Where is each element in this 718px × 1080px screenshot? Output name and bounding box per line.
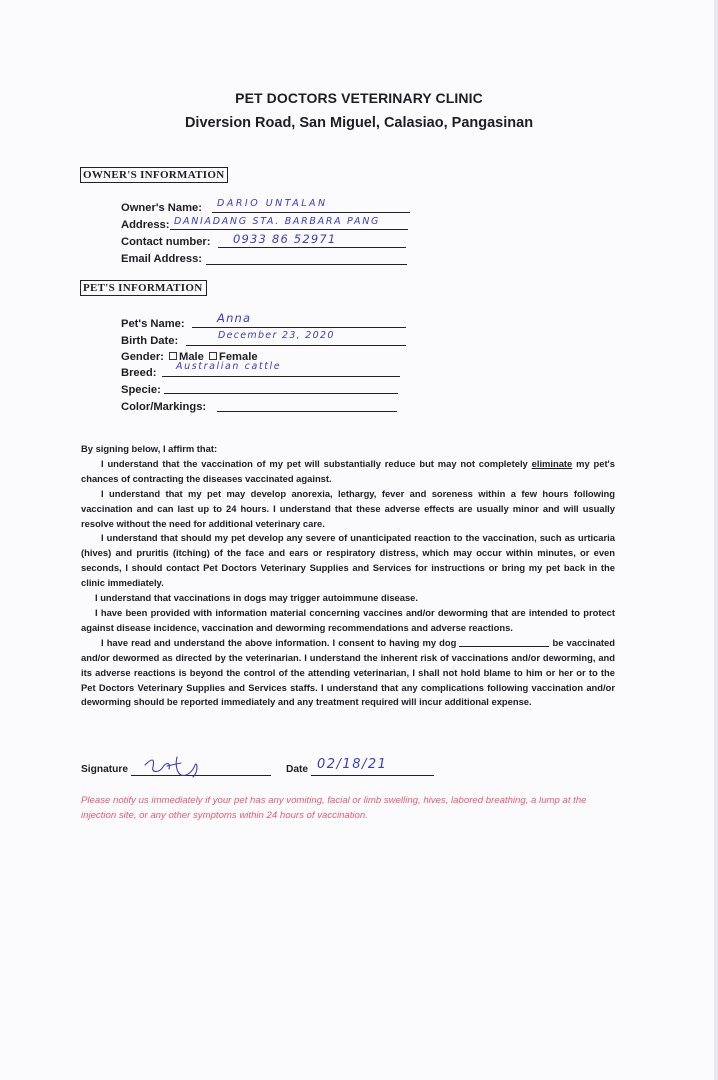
breed-value: Australian cattle — [176, 361, 282, 372]
signature-date-value: 02/18/21 — [317, 757, 388, 772]
male-label: Male — [179, 351, 204, 363]
contact-number-value: 0933 86 52971 — [233, 232, 337, 246]
affirmation-paragraph-6: I have read and understand the above information. I consent to having my dog be vaccinated and/or dewormed as directed by the veterinarian. I understand the inherent risk of vaccinations and/or deworming, and its adverse reactions is beyond the control of the attending veterinarian, I shall not hold blame to him or her or to the Pet Doctors Veterinary Supplies and Services staffs. I understand that any complications following vaccination and/or deworming should be reported immediately and any treatment required will incur additional expense. — [81, 636, 615, 708]
gender-label: Gender: — [121, 351, 164, 363]
affirmation-paragraph-4: I understand that vaccinations in dogs may trigger autoimmune disease. — [95, 592, 418, 604]
affirmation-intro: By signing below, I affirm that: — [81, 443, 218, 454]
specie-line — [164, 381, 398, 394]
affirmation-paragraph-3: I understand that should my pet develop any severe of unanticipated reaction to the vaccination, such as urticaria (hives) and pruritis (itching) of the face and ears or respiratory distress, which may occur within minutes, or even seconds, I should contact Pet Doctors Veterinary Supplies and Services for instructions or bring my pet back in the clinic immediately. — [81, 532, 615, 589]
birth-date-value: December 23, 2020 — [218, 330, 335, 341]
owner-section-heading: OWNER'S INFORMATION — [80, 167, 228, 183]
female-checkbox[interactable] — [209, 352, 217, 360]
clinic-address: Diversion Road, San Miguel, Calasiao, Pangasinan — [184, 115, 534, 131]
address-value: DANIADANG STA. BARBARA PANG — [174, 216, 381, 227]
affirmation-paragraph-5: I have been provided with information material concerning vaccines and/or deworming that are intended to protect against disease incidence, vaccination and deworming recommendations and adverse reactions. — [81, 606, 615, 633]
email-label: Email Address: — [121, 253, 203, 265]
owner-name-label: Owner's Name: — [121, 202, 203, 214]
specie-label: Specie: — [121, 384, 161, 396]
handwritten-signature — [141, 753, 207, 781]
color-markings-label: Color/Markings: — [121, 401, 207, 413]
owner-name-value: DARIO UNTALAN — [217, 198, 328, 209]
address-label: Address: — [121, 219, 170, 231]
affirmation-paragraph-1: I understand that the vaccination of my pet will substantially reduce but may not completely eliminate my pet's chances of contracting the diseases vaccinated against. — [81, 457, 616, 484]
affirmation-text — [81, 442, 615, 710]
contact-number-label: Contact number: — [121, 236, 211, 248]
breed-label: Breed: — [121, 367, 157, 379]
birth-date-label: Birth Date: — [121, 335, 179, 347]
pet-name-value: Anna — [217, 311, 252, 325]
notice-text: Please notify us immediately if your pet has any vomiting, facial or limb swelling, hives, labored breathing, a lump at the injection site, or any other symptoms within 24 hours of vaccination. — [81, 795, 587, 822]
clinic-name: PET DOCTORS VETERINARY CLINIC — [235, 90, 483, 106]
email-line — [206, 252, 407, 265]
dog-name-blank[interactable] — [459, 638, 549, 647]
affirmation-paragraph-2: I understand that my pet may develop anorexia, lethargy, fever and soreness within a few hours following vaccination and can last up to 24 hours. I understand that these adverse effects are usually minor and will usually resolve without the need for additional veterinary care. — [81, 487, 615, 529]
signature-label: Signature — [81, 764, 128, 775]
date-label: Date — [286, 764, 309, 775]
pet-section-heading: PET'S INFORMATION — [80, 280, 207, 296]
female-label: Female — [219, 351, 258, 363]
pet-name-label: Pet's Name: — [121, 318, 185, 330]
color-markings-line — [217, 399, 397, 412]
male-checkbox[interactable] — [169, 352, 177, 360]
page-edge-shadow — [714, 0, 718, 1080]
